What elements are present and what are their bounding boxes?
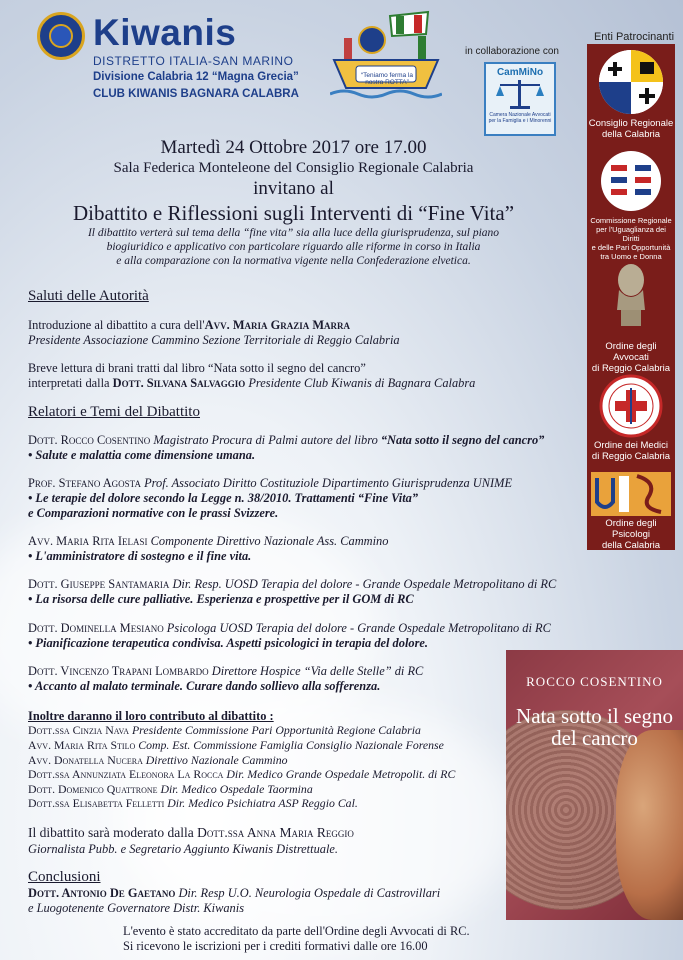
club-label: CLUB KIWANIS BAGNARA CALABRA [93,88,299,100]
contributo-item: Dott.ssa Elisabetta Felletti Dir. Medico Psichiatra ASP Reggio Cal. [28,796,358,810]
saluti-intro-line: Introduzione al dibattito a cura dell'Avv. Maria Grazia Marra [28,318,351,332]
enti-sidebar [587,44,675,550]
kiwanis-emblem-icon [37,12,85,60]
relatore-topic: • Accanto al malato terminale. Curare dando sollievo alla sofferenza. [28,679,381,693]
pari-opportunita-logo-icon [599,149,663,213]
book-author: ROCCO COSENTINO [526,674,663,689]
relatore-topic: • L'amministratore di sostegno e il fine vita. [28,549,252,563]
event-venue: Sala Federica Monteleone del Consiglio Regionale Calabria [113,160,474,176]
relatore-name-line: Prof. Stefano Agosta Prof. Associato Diritto Costituziole Dipartimento Giurisprudenza UNIME [28,476,513,490]
event-title: Dibattito e Riflessioni sugli Interventi di “Fine Vita” [72,201,515,225]
saluti-heading: Saluti delle Autorità [28,288,149,304]
saluti-intro-role: Presidente Associazione Cammino Sezione Territoriale di Reggio Calabria [28,333,400,347]
saluti-lettura-interpreti: interpretati dalla Dott. Silvana Salvaggio Presidente Club Kiwanis di Bagnara Calabra [28,376,476,390]
division-label: Divisione Calabria 12 “Magna Grecia” [93,71,299,83]
relatore-topic: • Salute e malattia come dimensione umana. [28,448,256,462]
event-date: Martedì 24 Ottobre 2017 ore 17.00 [160,137,427,158]
district-label: DISTRETTO ITALIA-SAN MARINO [93,54,294,68]
relatore-topic: • La risorsa delle cure palliative. Esperienza e prospettive per il GOM di RC [28,592,414,606]
enti-item-ordine-medici: Ordine dei Medici di Reggio Calabria [591,440,671,462]
conclusioni-heading: Conclusioni [28,869,101,885]
relatore-name-line: Dott. Giuseppe Santamaria Dir. Resp. UOSD Terapia del dolore - Grande Ospedale Metropolitano di RC [28,577,557,591]
collab-label: in collaborazione con [465,46,559,57]
enti-item-ordine-avvocati: Ordine degli Avvocati di Reggio Calabria [591,341,671,374]
relatori-heading: Relatori e Temi del Dibattito [28,404,200,420]
ordine-avvocati-bust-icon [611,260,651,330]
saluti-lettura-line: Breve lettura di brani tratti dal libro “Nata sotto il segno del cancro” [28,361,366,375]
enti-item-ordine-psicologi: Ordine degli Psicologi della Calabria [601,518,661,551]
enti-title: Enti Patrocinanti [593,31,675,43]
book-title: Nata sotto il segno del cancro [516,704,673,750]
contributo-item: Avv. Donatella Nucera Direttivo Nazionale Cammino [28,753,288,767]
scales-of-justice-icon [486,78,554,112]
footer-iscrizioni: Si ricevono le iscrizioni per i crediti formativi dalle ore 16.00 [123,939,428,953]
moderatore-role: Giornalista Pubb. e Segretario Aggiunto Kiwanis Distrettuale. [28,842,338,856]
regione-calabria-crest-icon [596,48,666,116]
contributo-item: Dott. Domenico Quattrone Dir. Medico Ospedale Taormina [28,782,313,796]
enti-item-commissione: Commissione Regionale per l'Uguaglianza dei Diritti e delle Pari Opportunità tra Uomo e Donna [590,216,672,261]
relatore-topic: e Comparazioni normative con le prassi Svizzere. [28,506,279,520]
contributo-item: Avv. Maria Rita Stilo Comp. Est. Commissione Famiglia Consiglio Nazionale Forense [28,738,444,752]
moderatore-line: Il dibattito sarà moderato dalla Dott.ssa Anna Maria Reggio [28,825,354,840]
event-invite: invitano al [253,178,334,199]
relatore-topic: • Le terapie del dolore secondo la Legge n. 38/2010. Trattamenti “Fine Vita” [28,491,419,505]
relatore-topic: • Pianificazione terapeutica condivisa. Aspetti psicologici in terapia del dolore. [28,636,429,650]
relatore-name-line: Avv. Maria Rita Ielasi Componente Direttivo Nazionale Ass. Cammino [28,534,389,548]
ordine-medici-seal-icon [599,374,663,438]
contributo-item: Dott.ssa Cinzia Nava Presidente Commissione Pari Opportunità Regione Calabria [28,723,421,737]
enti-item-consiglio-regionale: Consiglio Regionale della Calabria [588,118,674,140]
kiwanis-ship-mascot-icon [330,10,442,102]
book-cover [506,650,683,920]
conclusioni-name-line: Dott. Antonio De Gaetano Dir. Resp U.O. Neurologia Ospedale di Castrovillari [28,886,441,900]
contributi-heading: Inoltre daranno il loro contributo al dibattito : [28,709,274,723]
footer-accreditation: L'evento è stato accreditato da parte dell'Ordine degli Avvocati di RC. [123,924,470,938]
relatore-name-line: Dott. Vincenzo Trapani Lombardo Direttore Hospice “Via delle Stelle” di RC [28,664,424,678]
kiwanis-brand: Kiwanis [93,12,237,53]
contributo-item: Dott.ssa Annunziata Eleonora La Rocca Dir. Medico Grande Ospedale Metropolit. di RC [28,767,456,781]
relatore-name-line: Dott. Dominella Mesiano Psicologa UOSD Terapia del dolore - Grande Ospedale Metropolitano di RC [28,621,551,635]
mascot-motto: “Teniamo ferma la nostra ROTTA” [360,72,414,86]
cammino-logo [484,62,556,136]
conclusioni-role: e Luogotenente Governatore Distr. Kiwanis [28,901,245,915]
event-intro: Il dibattito verterà sul tema della “fine vita” sia alla luce della giurisprudenza, sul piano biogiuridico e applicativo con particolare riguardo alle riforme in corso in Italia e alla comparazione con la normativa vigente nella Confederazione elvetica. [87,227,500,267]
cammino-name: CamMiNo [496,67,544,78]
ordine-psicologi-logo-icon [591,472,671,516]
relatore-name-line: Dott. Rocco Cosentino Magistrato Procura di Palmi autore del libro “Nata sotto il segno del cancro” [28,433,545,447]
portrait-illustration [616,730,683,920]
cammino-subtitle: Camera Nazionale Avvocati per la Famiglia e i Minorenni [488,112,552,124]
